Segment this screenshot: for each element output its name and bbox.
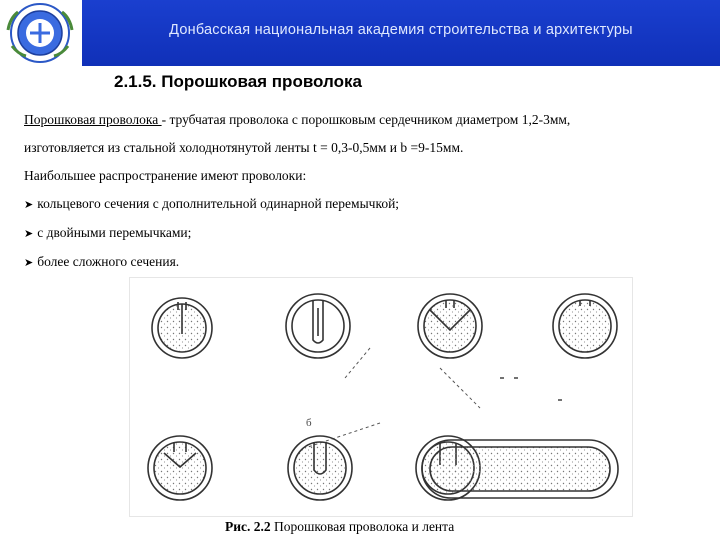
figure-caption [225, 519, 454, 535]
flux-strip-section [422, 440, 618, 498]
arrow-bullet-icon: ➤ [24, 227, 34, 240]
svg-text:б: б [306, 417, 312, 429]
bullet-text: с двойными перемычками; [37, 225, 192, 240]
header [0, 0, 720, 66]
header-title: Донбасская национальная академия строительства и архитектуры [169, 22, 633, 38]
caption-label: Рис. 2.2 [225, 519, 271, 534]
bullet-item [24, 225, 191, 241]
bullet-item [24, 254, 179, 270]
section-ring-filled [553, 294, 617, 358]
bullet-text: более сложного сечения. [37, 254, 180, 269]
wire-cross-section-figure [129, 277, 633, 517]
bullet-text: кольцевого сечения с дополнительной одинарной перемычкой; [37, 196, 400, 211]
section-title: 2.1.5. Порошковая проволока [114, 72, 362, 91]
section-ring-tongue [288, 436, 352, 500]
bullet-item [24, 196, 399, 212]
definition-text: - трубчатая проволока с порошковым сердечником диаметром 1,2-3мм, [161, 112, 571, 127]
cross-section-drawing [130, 278, 632, 516]
body-line-3: Наибольшее распространение имеют проволоки: [24, 168, 307, 183]
section-ring-v-web [148, 436, 212, 500]
arrow-bullet-icon: ➤ [24, 256, 34, 269]
section-ring-folded-web [286, 294, 350, 358]
body-line-2: изготовляется из стальной холоднотянутой ленты t = 0,3-0,5мм и b =9-15мм. [24, 140, 464, 155]
caption-text: Порошковая проволока и лента [270, 519, 455, 534]
definition-term: Порошковая проволока [24, 112, 162, 127]
section-ring-single-web [152, 298, 212, 358]
definition-line [24, 112, 570, 128]
section-ring-double-web [418, 294, 482, 358]
academy-emblem-icon [2, 2, 78, 64]
arrow-bullet-icon: ➤ [24, 198, 34, 211]
